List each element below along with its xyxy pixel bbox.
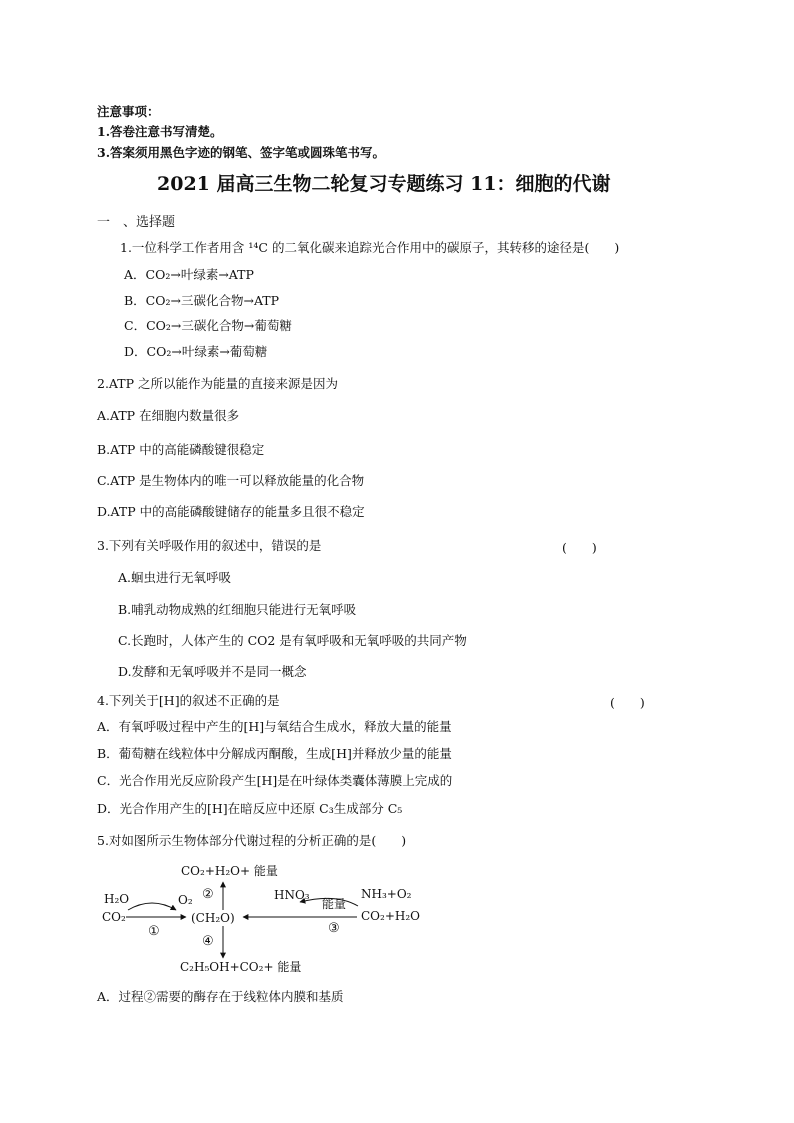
question-3-stem: 3.下列有关呼吸作用的叙述中，错误的是 [97, 538, 322, 553]
question-4-option-c: C．光合作用光反应阶段产生[H]是在叶绿体类囊体薄膜上完成的 [97, 773, 453, 788]
diagram-bottom-product: C₂H₅OH+CO₂+ 能量 [180, 960, 302, 974]
question-1-option-a: A．CO₂→叶绿素→ATP [124, 267, 254, 282]
section-heading: 一 、选择题 [97, 215, 176, 230]
diagram-co2-h2o: CO₂+H₂O [361, 909, 420, 923]
question-5-stem: 5.对如图所示生物体部分代谢过程的分析正确的是( ) [97, 833, 407, 848]
question-4-option-b: B．葡萄糖在线粒体中分解成丙酮酸，生成[H]并释放少量的能量 [97, 746, 452, 761]
question-4-answer-paren: ( ) [610, 695, 645, 710]
question-1-option-c: C．CO₂→三碳化合物→葡萄糖 [124, 318, 292, 333]
diagram-hno3: HNO₃ [274, 888, 310, 902]
notice-item-3: 3.答案须用黑色字迹的钢笔、签字笔或圆珠笔书写。 [97, 145, 386, 160]
diagram-label-3: ③ [328, 921, 340, 936]
diagram-label-4: ④ [202, 934, 214, 949]
question-1-stem: 1.一位科学工作者用含 ¹⁴C 的二氧化碳来追踪光合作用中的碳原子，其转移的途径是( ) [120, 240, 620, 255]
question-1-option-d: D．CO₂→叶绿素→葡萄糖 [124, 344, 268, 359]
question-2-option-d: D.ATP 中的高能磷酸键储存的能量多且很不稳定 [97, 504, 365, 519]
diagram-o2: O₂ [178, 893, 193, 907]
question-4-stem: 4.下列关于[H]的叙述不正确的是 [97, 693, 280, 708]
notice-heading: 注意事项： [97, 104, 160, 119]
diagram-top-product: CO₂+H₂O+ 能量 [181, 864, 278, 878]
question-3-answer-paren: ( ) [562, 540, 597, 555]
diagram-energy: 能量 [322, 897, 347, 911]
notice-item-1: 1.答卷注意书写清楚。 [97, 124, 223, 139]
question-2-stem: 2.ATP 之所以能作为能量的直接来源是因为 [97, 376, 338, 391]
question-5-option-a: A．过程②需要的酶存在于线粒体内膜和基质 [97, 989, 344, 1004]
question-4-option-d: D．光合作用产生的[H]在暗反应中还原 C₃生成部分 C₅ [97, 801, 403, 816]
question-4-option-a: A．有氧呼吸过程中产生的[H]与氧结合生成水，释放大量的能量 [97, 719, 452, 734]
question-2-option-a: A.ATP 在细胞内数量很多 [97, 408, 240, 423]
diagram-ch2o: (CH₂O) [191, 911, 235, 925]
question-2-option-b: B.ATP 中的高能磷酸键很稳定 [97, 442, 265, 457]
diagram-co2: CO₂ [102, 910, 126, 924]
diagram-h2o: H₂O [104, 892, 130, 906]
question-2-option-c: C.ATP 是生物体内的唯一可以释放能量的化合物 [97, 473, 365, 488]
diagram-label-2: ② [202, 887, 214, 902]
page-title: 2021 届高三生物二轮复习专题练习 11：细胞的代谢 [157, 173, 611, 195]
arrow-curve-process-1 [128, 903, 176, 910]
question-1-option-b: B．CO₂→三碳化合物→ATP [124, 293, 280, 308]
question-3-option-b: B.哺乳动物成熟的红细胞只能进行无氧呼吸 [118, 602, 357, 617]
question-3-option-d: D.发酵和无氧呼吸并不是同一概念 [118, 664, 307, 679]
diagram-nh3-o2: NH₃+O₂ [361, 887, 412, 901]
question-3-option-c: C.长跑时，人体产生的 CO2 是有氧呼吸和无氧呼吸的共同产物 [118, 633, 467, 648]
question-3-option-a: A.蛔虫进行无氧呼吸 [118, 570, 232, 585]
diagram-label-1: ① [148, 924, 160, 939]
